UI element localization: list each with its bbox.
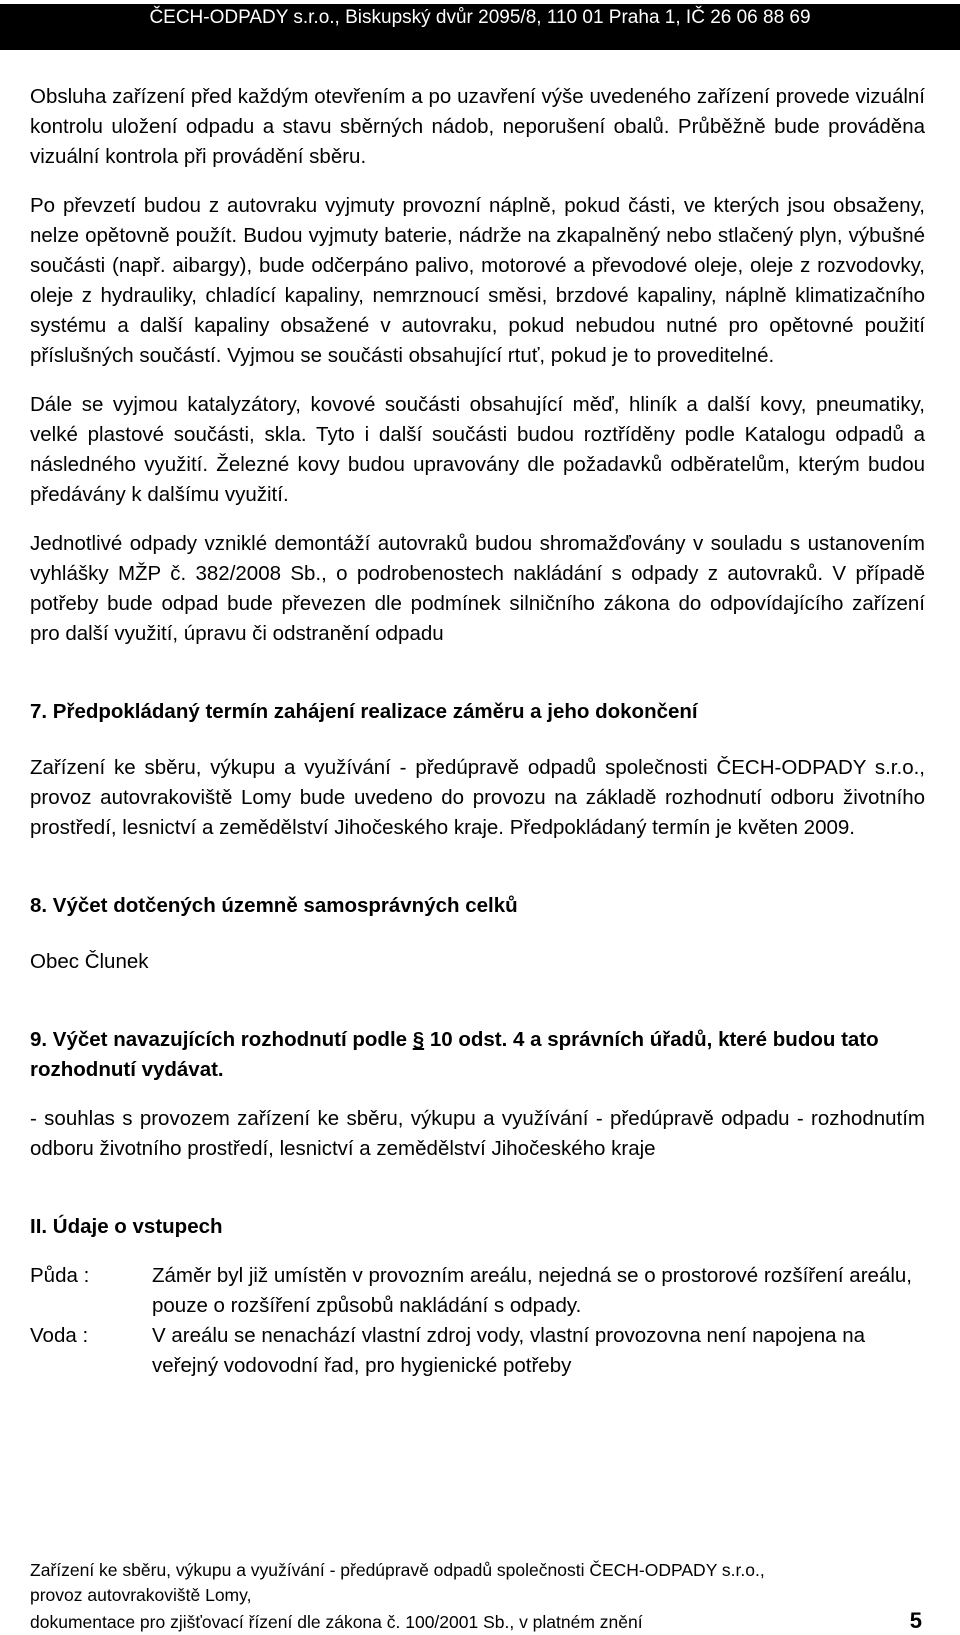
page-footer <box>30 1558 930 1635</box>
header-text: ČECH-ODPADY s.r.o., Biskupský dvůr 2095/8, 110 01 Praha 1, IČ 26 06 88 69 <box>149 7 811 28</box>
page-header <box>0 4 960 50</box>
footer-line-1: Zařízení ke sběru, výkupu a využívání - předúpravě odpadů společnosti ČECH-ODPADY s.r.o., <box>30 1560 765 1580</box>
row-label: Voda : <box>30 1324 89 1347</box>
paragraph-symbol: § <box>412 1028 425 1051</box>
row-value: Záměr byl již umístěn v provozním areálu, nejedná se o prostorové rozšíření areálu, pouze o rozšíření způsobů nakládání s odpady. <box>152 1264 912 1317</box>
row-value: V areálu se nenachází vlastní zdroj vody, vlastní provozovna není napojena na veřejný vodovodní řad, pro hygienické potřeby <box>152 1324 866 1377</box>
section-II-heading: II. Údaje o vstupech <box>30 1215 223 1238</box>
section-8-heading: 8. Výčet dotčených územně samosprávných celků <box>30 894 518 917</box>
footer-line-2: provoz autovrakoviště Lomy, <box>30 1585 252 1605</box>
row-label: Půda : <box>30 1264 90 1287</box>
paragraph-fluids: Po převzetí budou z autovraku vyjmuty provozní náplně, pokud části, ve kterých jsou obsaženy, nelze opětovně použít. Budou vyjmuty baterie, nádrže na zkapalněný nebo stlačený plyn, výbušné součásti (např. aibargy), bude odčerpáno palivo, motorové a převodové oleje, oleje z rozvodovky, oleje z hydrauliky, chladící kapaliny, nemrznoucí směsi, brzdové kapaliny, náplně klimatizačního systému a další kapaliny obsažené v autovraku, pokud nebudou nutné pro opětovné použití příslušných součástí. Vyjmou se součásti obsahující rtuť, pokud je to proveditelné. <box>30 194 925 367</box>
section-8-text: Obec Člunek <box>30 950 149 973</box>
input-row-soil <box>30 1261 925 1321</box>
section-7-text: Zařízení ke sběru, výkupu a využívání - předúpravě odpadů společnosti ČECH-ODPADY s.r.o., provoz autovrakoviště Lomy bude uvedeno do provozu na základě rozhodnutí odboru životního prostředí, lesnictví a zemědělství Jihočeského kraje. Předpokládaný termín je květen 2009. <box>30 756 925 839</box>
section-9-text: - souhlas s provozem zařízení ke sběru, výkupu a využívání - předúpravě odpadu - rozhodnutím odboru životního prostředí, lesnictví a zemědělství Jihočeského kraje <box>30 1107 925 1160</box>
paragraph-components: Dále se vyjmou katalyzátory, kovové součásti obsahující měď, hliník a další kovy, pneumatiky, velké plastové součásti, skla. Tyto i další součásti budou roztříděny podle Katalogu odpadů a následného využití. Železné kovy budou upravovány dle požadavků odběratelům, kterým budou předávány k dalšímu využití. <box>30 393 925 506</box>
section-9-heading: 9. Výčet navazujících rozhodnutí podle § 10 odst. 4 a správních úřadů, které budou tato rozhodnutí vydávat. <box>30 1028 879 1081</box>
footer-line-3: dokumentace pro zjišťovací řízení dle zákona č. 100/2001 Sb., v platném znění <box>30 1612 643 1632</box>
paragraph-waste-storage: Jednotlivé odpady vzniklé demontáží autovraků budou shromažďovány v souladu s ustanovením vyhlášky MŽP č. 382/2008 Sb., o podrobenostech nakládání s odpady z autovraků. V případě potřeby bude odpad bude převezen dle podmínek silničního zákona do odpovídajícího zařízení pro další využití, úpravu či odstranění odpadu <box>30 532 925 645</box>
page-number: 5 <box>909 1608 922 1633</box>
input-row-water <box>30 1321 925 1381</box>
document-body <box>30 82 925 1381</box>
paragraph-inspection: Obsluha zařízení před každým otevřením a po uzavření výše uvedeného zařízení provede vizuální kontrolu uložení odpadu a stavu sběrných nádob, neporušení obalů. Průběžně bude prováděna vizuální kontrola při provádění sběru. <box>30 85 925 168</box>
section-7-heading: 7. Předpokládaný termín zahájení realizace záměru a jeho dokončení <box>30 700 698 723</box>
